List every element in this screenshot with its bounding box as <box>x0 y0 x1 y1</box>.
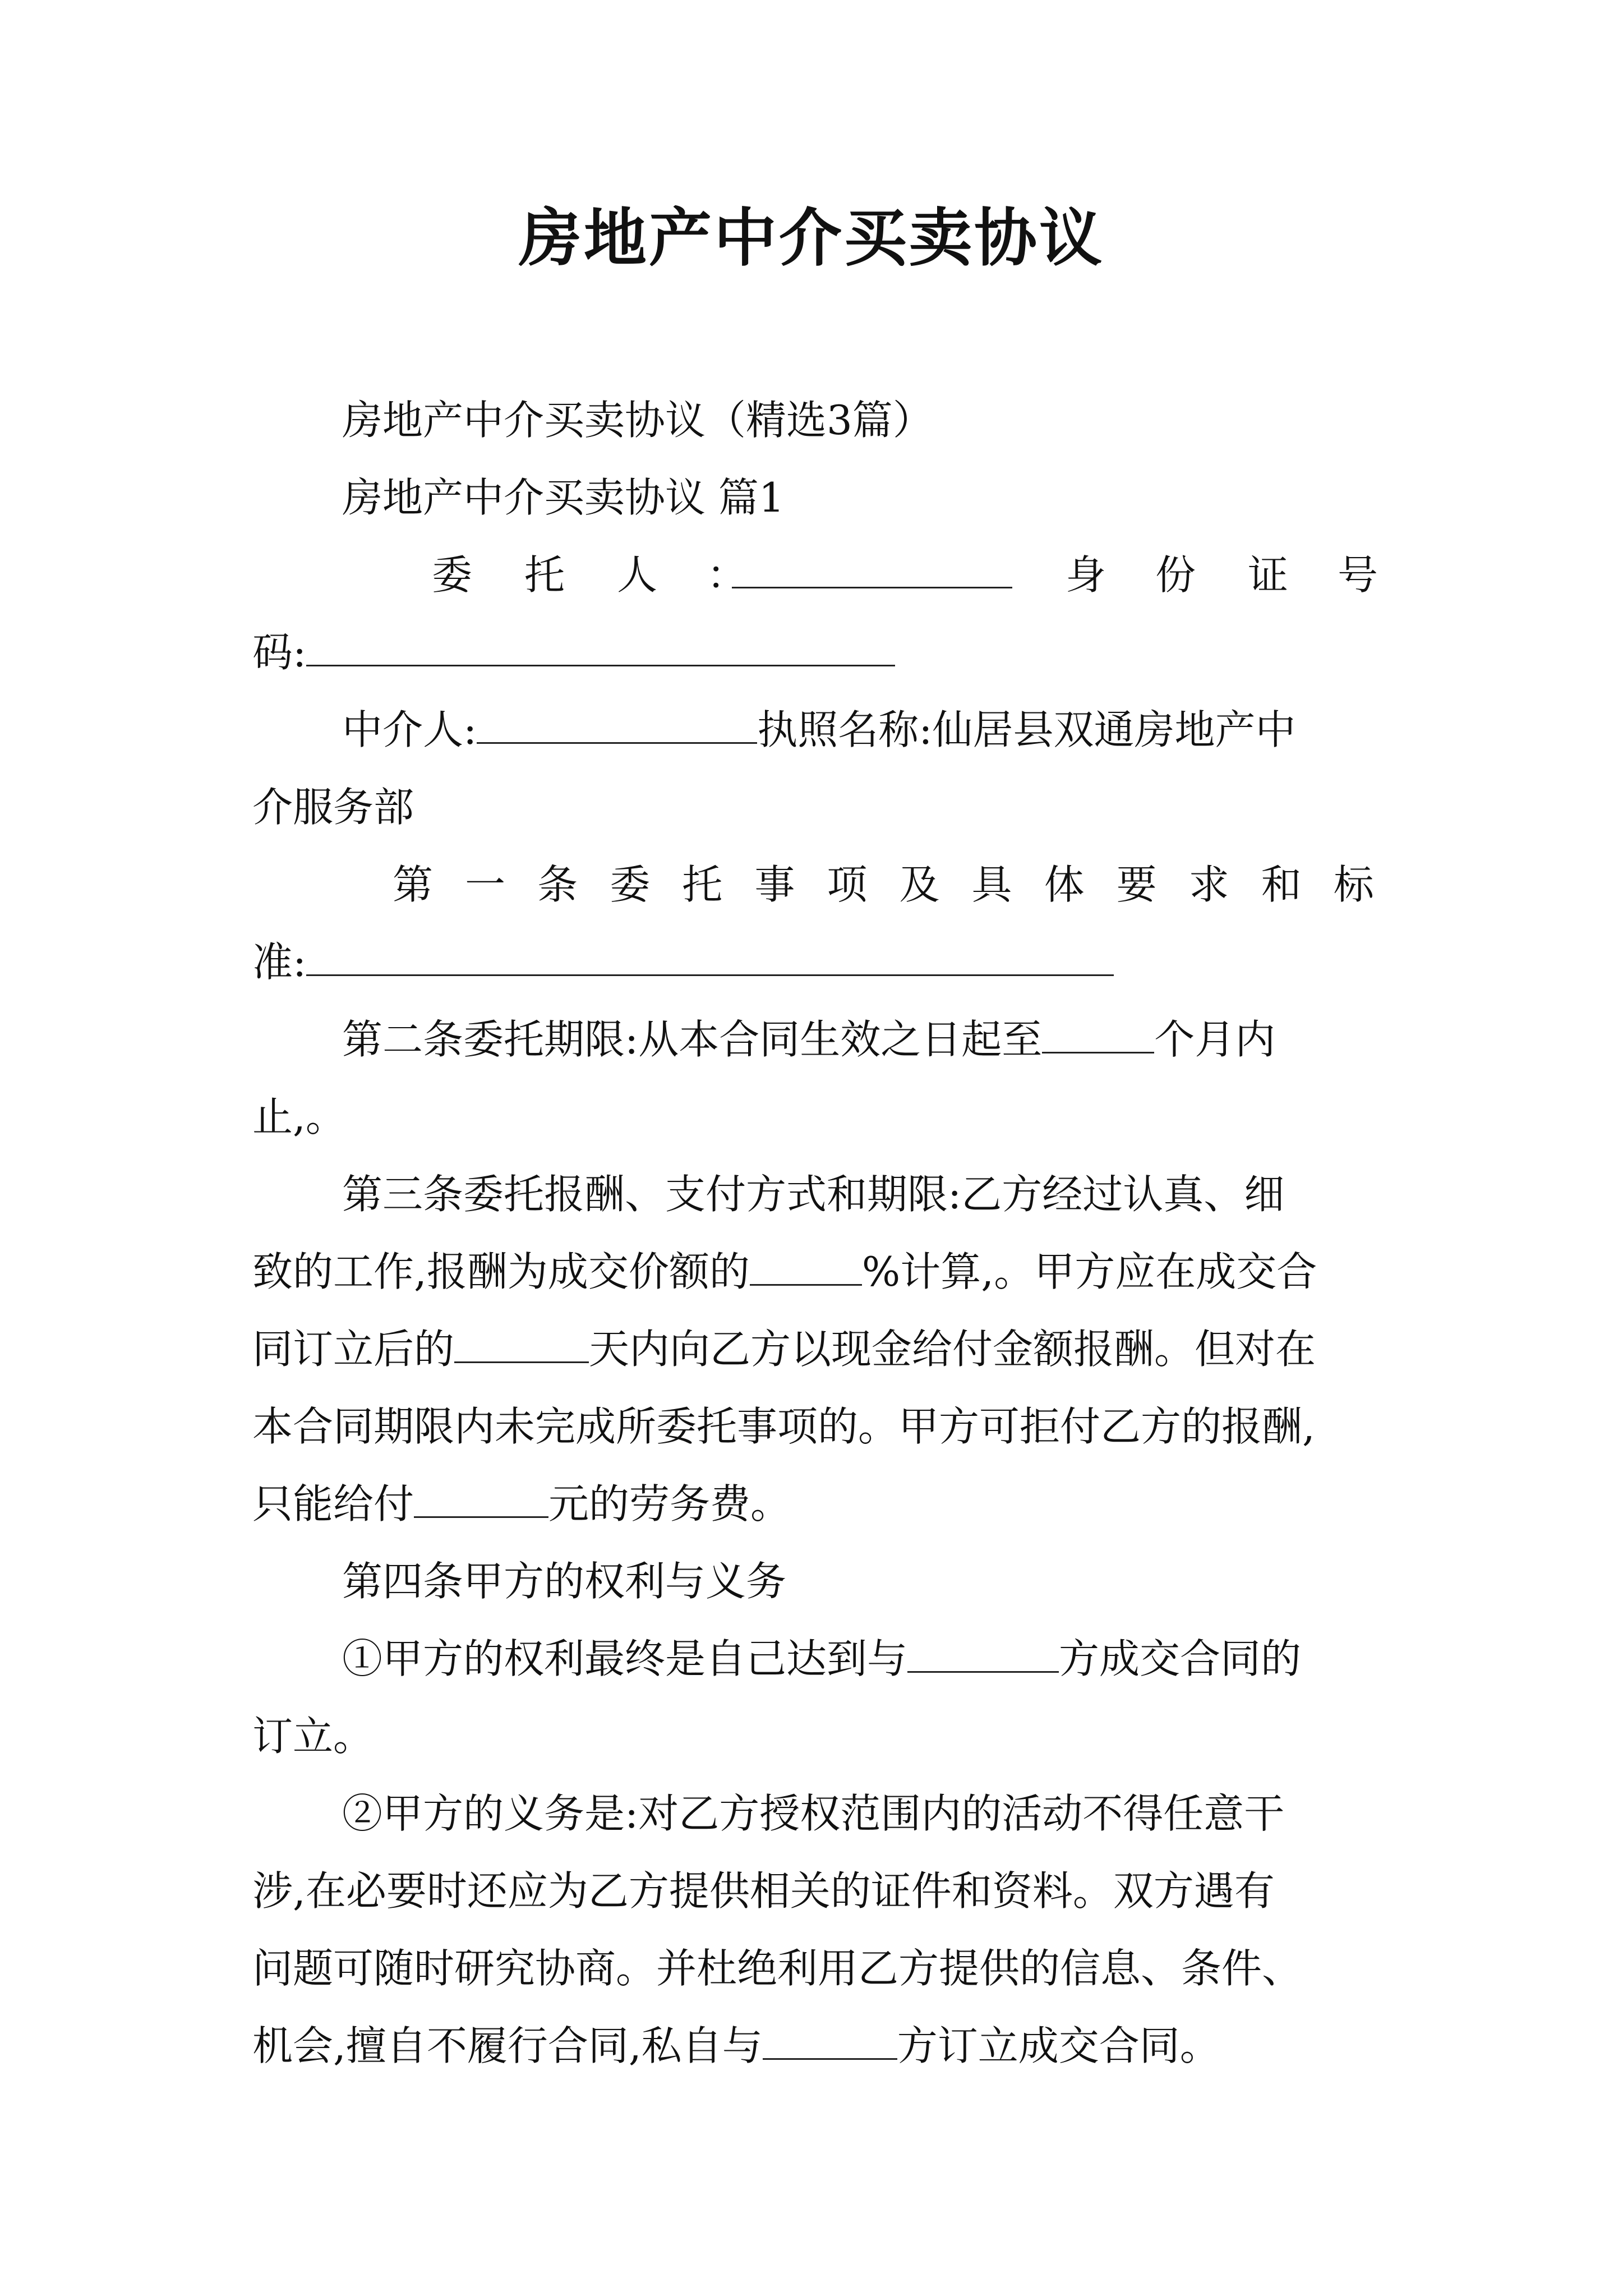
article1-char: 体 <box>1044 861 1085 908</box>
article3-line5-before: 只能给付 <box>252 1480 414 1527</box>
article4-item1 <box>252 1620 1374 1697</box>
article4-item2-line1: ②甲方的义务是:对乙方授权范围内的活动不得任意干 <box>342 1790 1285 1837</box>
article4-item1-before: ①甲方的权利最终是自己达到与 <box>342 1635 908 1682</box>
id-number-blank <box>306 631 895 666</box>
article2-before: 第二条委托期限:从本合同生效之日起至 <box>342 1016 1043 1063</box>
article4-heading: 第四条甲方的权利与义务 <box>342 1558 787 1605</box>
client-line <box>252 536 1378 614</box>
article3-line2-after: %计算,。甲方应在成交合 <box>861 1248 1317 1295</box>
client-name-blank <box>732 553 1012 588</box>
article2-line <box>252 1001 1374 1078</box>
article1-char: 条 <box>537 861 578 908</box>
article3-line3 <box>252 1310 1374 1388</box>
article1-char: 标 <box>1333 861 1374 908</box>
id-label-char: 份 <box>1155 551 1196 599</box>
article1-char: 项 <box>827 861 868 908</box>
article1-char: 委 <box>610 861 651 908</box>
article4-item2-line3: 问题可随时研究协商。并杜绝利用乙方提供的信息、条件、 <box>252 1945 1303 1992</box>
article3-line3-before: 同订立后的 <box>252 1326 455 1373</box>
article3-line1: 第三条委托报酬、支付方式和期限:乙方经过认真、细 <box>342 1171 1285 1218</box>
counterparty-blank <box>907 1637 1059 1673</box>
article1-tail: 准: <box>252 938 307 986</box>
part-heading: 房地产中介买卖协议 篇1 <box>342 474 785 521</box>
article4-item2-line4-before: 机会,擅自不履行合同,私自与 <box>252 2022 763 2069</box>
article2-after: 个月内 <box>1154 1016 1276 1063</box>
article4-item2-line4 <box>252 2007 1374 2085</box>
article2-blank <box>1042 1018 1154 1053</box>
client-label-char: 托 <box>524 551 565 599</box>
service-fee-blank <box>414 1483 548 1518</box>
article2-tail: 止,。 <box>252 1093 346 1140</box>
article3-line2-before: 致的工作,报酬为成交价额的 <box>252 1248 750 1295</box>
article1-char: 求 <box>1188 861 1229 908</box>
article1-char: 第 <box>393 861 434 908</box>
article1-char: 和 <box>1261 861 1302 908</box>
article1-char: 托 <box>682 861 723 908</box>
article3-line5-after: 元的劳务费。 <box>548 1480 791 1527</box>
article3-line2 <box>252 1233 1374 1310</box>
article1-char: 要 <box>1116 861 1157 908</box>
article3-line3-after: 天内向乙方以现金给付金额报酬。但对在 <box>589 1326 1316 1373</box>
id-number-line <box>252 614 1374 691</box>
private-party-blank <box>763 2024 897 2060</box>
article1-line <box>252 846 1374 923</box>
client-label-char: 人 <box>617 551 658 599</box>
article1-char: 及 <box>899 861 940 908</box>
article1-char: 一 <box>465 861 506 908</box>
client-label <box>432 536 472 614</box>
article4-item2-line4-after: 方订立成交合同。 <box>897 2022 1220 2069</box>
article1-blank <box>306 941 1114 976</box>
document-body <box>252 381 1378 2085</box>
id-label-char: 号 <box>1338 551 1378 599</box>
client-label-char: 委 <box>432 551 473 599</box>
client-label-char: ： <box>707 551 748 599</box>
id-label-char: 证 <box>1248 551 1289 599</box>
agent-line <box>252 691 1374 769</box>
subtitle: 房地产中介买卖协议（精选3篇） <box>342 397 933 444</box>
agent-label: 中介人: <box>342 706 477 753</box>
id-label-tail: 码: <box>252 629 307 676</box>
id-label-char: 身 <box>1066 551 1106 599</box>
article3-line4: 本合同期限内未完成所委托事项的。甲方可拒付乙方的报酬, <box>252 1403 1315 1450</box>
article4-item1-after: 方成交合同的 <box>1059 1635 1302 1682</box>
article3-line5 <box>252 1465 1374 1543</box>
payment-days-blank <box>454 1328 589 1363</box>
article1-char: 事 <box>754 861 795 908</box>
agent-name-blank <box>477 708 757 744</box>
license-text: 执照名称:仙居县双通房地产中 <box>757 706 1296 753</box>
commission-rate-blank <box>750 1250 862 1286</box>
article4-item1-tail: 订立。 <box>252 1713 374 1760</box>
license-tail: 介服务部 <box>252 784 414 831</box>
article4-item2-line2: 涉,在必要时还应为乙方提供相关的证件和资料。双方遇有 <box>252 1867 1275 1915</box>
article1-tail-line <box>252 923 1374 1001</box>
document-title: 房地产中介买卖协议 <box>519 201 1104 275</box>
article1-char: 具 <box>971 861 1012 908</box>
